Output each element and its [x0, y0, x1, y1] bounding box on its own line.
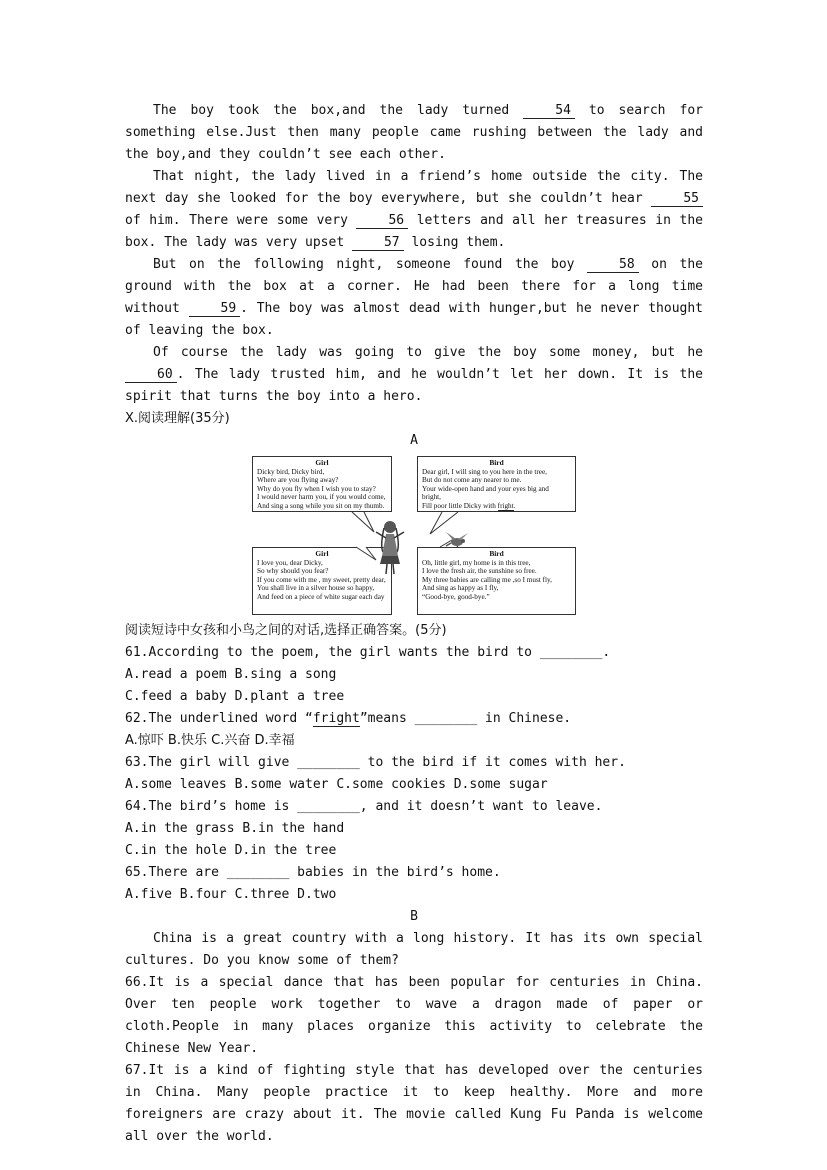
girl-speech-bubble-2: Girl I love you, dear Dicky, So why should you fear? If you come with me , my sweet, pretty dear, You shall live in a silver house so happy, And feed on a piece of white sugar each day	[252, 547, 392, 615]
speaker-label: Bird	[489, 458, 504, 467]
question-65: 65.There are ________ babies in the bird’s home.	[125, 865, 501, 880]
part-b-label: B	[410, 909, 418, 924]
passage-b-66: 66.It is a special dance that has been popular for centuries in China. Over ten people work together to wave a dragon made of paper or cloth.People in many places organize this activity to celebrate the Chinese New Year.	[125, 975, 703, 1056]
girl-illustration-icon	[370, 518, 410, 574]
question-63-options: A.some leaves B.some water C.some cookies D.some sugar	[125, 777, 548, 792]
question-61-options-1: A.read a poem B.sing a song	[125, 667, 337, 682]
question-65-options: A.five B.four C.three D.two	[125, 887, 337, 902]
speaker-label: Girl	[315, 458, 329, 467]
cloze-paragraph-2: That night, the lady lived in a friend’s home outside the city. The next day she looked for the boy everywhere, but she couldn’t hear 55 of him. There were some very 56 letters and all her treasures in the box. The lady was very upset 57 losing them.	[125, 169, 703, 250]
blank-59: 59	[189, 301, 241, 317]
bird-speech-bubble-1: Bird Dear girl, I will sing to you here in the tree, But do not come any nearer to me. Your wide-open hand and your eyes big and bright, Fill poor little Dicky with fright.	[417, 456, 576, 512]
underlined-word: fright	[312, 711, 360, 726]
question-61: 61.According to the poem, the girl wants the bird to ________.	[125, 645, 611, 660]
passage-b-67: 67.It is a kind of fighting style that has developed over the centuries in China. Many people practice it to keep healthy. More and more foreigners are crazy about it. The movie called Kung Fu Panda is welcome all over the world.	[125, 1063, 703, 1144]
blank-57: 57	[352, 235, 404, 251]
question-62: 62.The underlined word “fright”means ________ in Chinese.	[125, 711, 572, 726]
question-63: 63.The girl will give ________ to the bird if it comes with her.	[125, 755, 626, 770]
blank-56: 56	[356, 213, 408, 229]
girl-speech-bubble-1: Girl Dicky bird, Dicky bird, Where are you flying away? Why do you fly when I wish you to stay? I would never harm you, if you would come, And sing a song while you sit on my thumb.	[252, 456, 392, 512]
bird-illustration-icon	[444, 530, 470, 552]
question-64-options-2: C.in the hole D.in the tree	[125, 843, 337, 858]
blank-55: 55	[651, 191, 703, 207]
blank-54: 54	[523, 103, 575, 119]
speaker-label: Bird	[489, 549, 504, 558]
cloze-paragraph-4: Of course the lady was going to give the boy some money, but he 60 . The lady trusted him, and he wouldn’t let her down. It is the spirit that turns the boy into a hero.	[125, 345, 703, 404]
question-62-options: A.惊吓 B.快乐 C.兴奋 D.幸福	[125, 733, 295, 748]
exam-page	[125, 100, 703, 1148]
question-64: 64.The bird’s home is ________, and it doesn’t want to leave.	[125, 799, 603, 814]
speaker-label: Girl	[315, 549, 329, 558]
cloze-paragraph-3: But on the following night, someone found the boy 58 on the ground with the box at a corner. He had been there for a long time without 59 . The boy was almost dead with hunger,but he never thought of leaving the box.	[125, 257, 703, 338]
question-64-options-1: A.in the grass B.in the hand	[125, 821, 345, 836]
poem-figure	[252, 456, 576, 616]
section-title: Ⅹ.阅读理解(35分)	[125, 411, 230, 426]
passage-b-intro: China is a great country with a long history. It has its own special cultures. Do you know some of them?	[125, 931, 703, 968]
cloze-paragraph-1: The boy took the box,and the lady turned 54 to search for something else.Just then many people came rushing between the lady and the boy,and they couldn’t see each other.	[125, 103, 703, 162]
reading-instruction: 阅读短诗中女孩和小鸟之间的对话,选择正确答案。(5分)	[125, 623, 447, 638]
question-61-options-2: C.feed a baby D.plant a tree	[125, 689, 345, 704]
part-a-label: A	[410, 433, 418, 448]
bubble-tails	[252, 456, 576, 616]
underlined-word-fright: fright	[497, 501, 514, 510]
blank-58: 58	[587, 257, 639, 273]
blank-60: 60	[125, 367, 177, 383]
bird-speech-bubble-2: Bird Oh, little girl, my home is in this tree, I love the fresh air, the sunshine so free. My three babies are calling me ,so I must fly, And sing as happy as I fly, “Good-bye, good-bye.”	[417, 547, 576, 615]
